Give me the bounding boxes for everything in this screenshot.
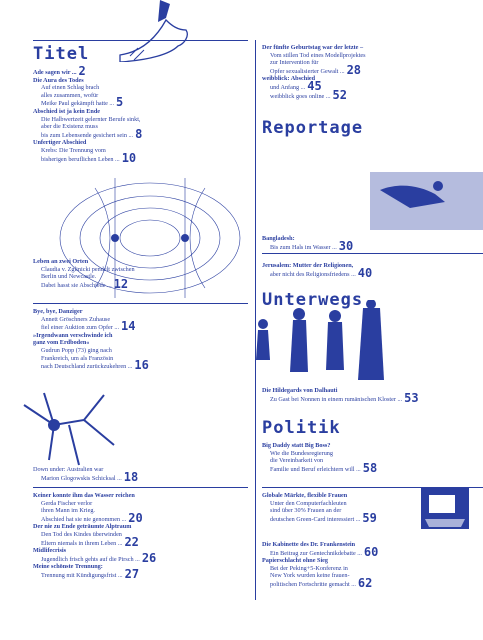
rule-left-top — [33, 40, 248, 41]
bangladesh-photo — [260, 142, 483, 230]
hand-illustration — [100, 0, 210, 62]
section-title-titel: Titel — [33, 44, 90, 64]
computer-photo — [421, 487, 469, 529]
section-title-reportage: Reportage — [262, 118, 364, 138]
rule-center — [255, 40, 256, 600]
section-title-unterwegs: Unterwegs — [262, 290, 364, 310]
toc-entry-head: Die Aura des Todes — [33, 76, 84, 84]
toc-entry[interactable]: Ade sagen wir ... 2 — [33, 64, 86, 78]
nuns-photo — [248, 300, 398, 382]
kangaroo-illustration — [14, 385, 124, 475]
section-title-politik: Politik — [262, 418, 341, 438]
